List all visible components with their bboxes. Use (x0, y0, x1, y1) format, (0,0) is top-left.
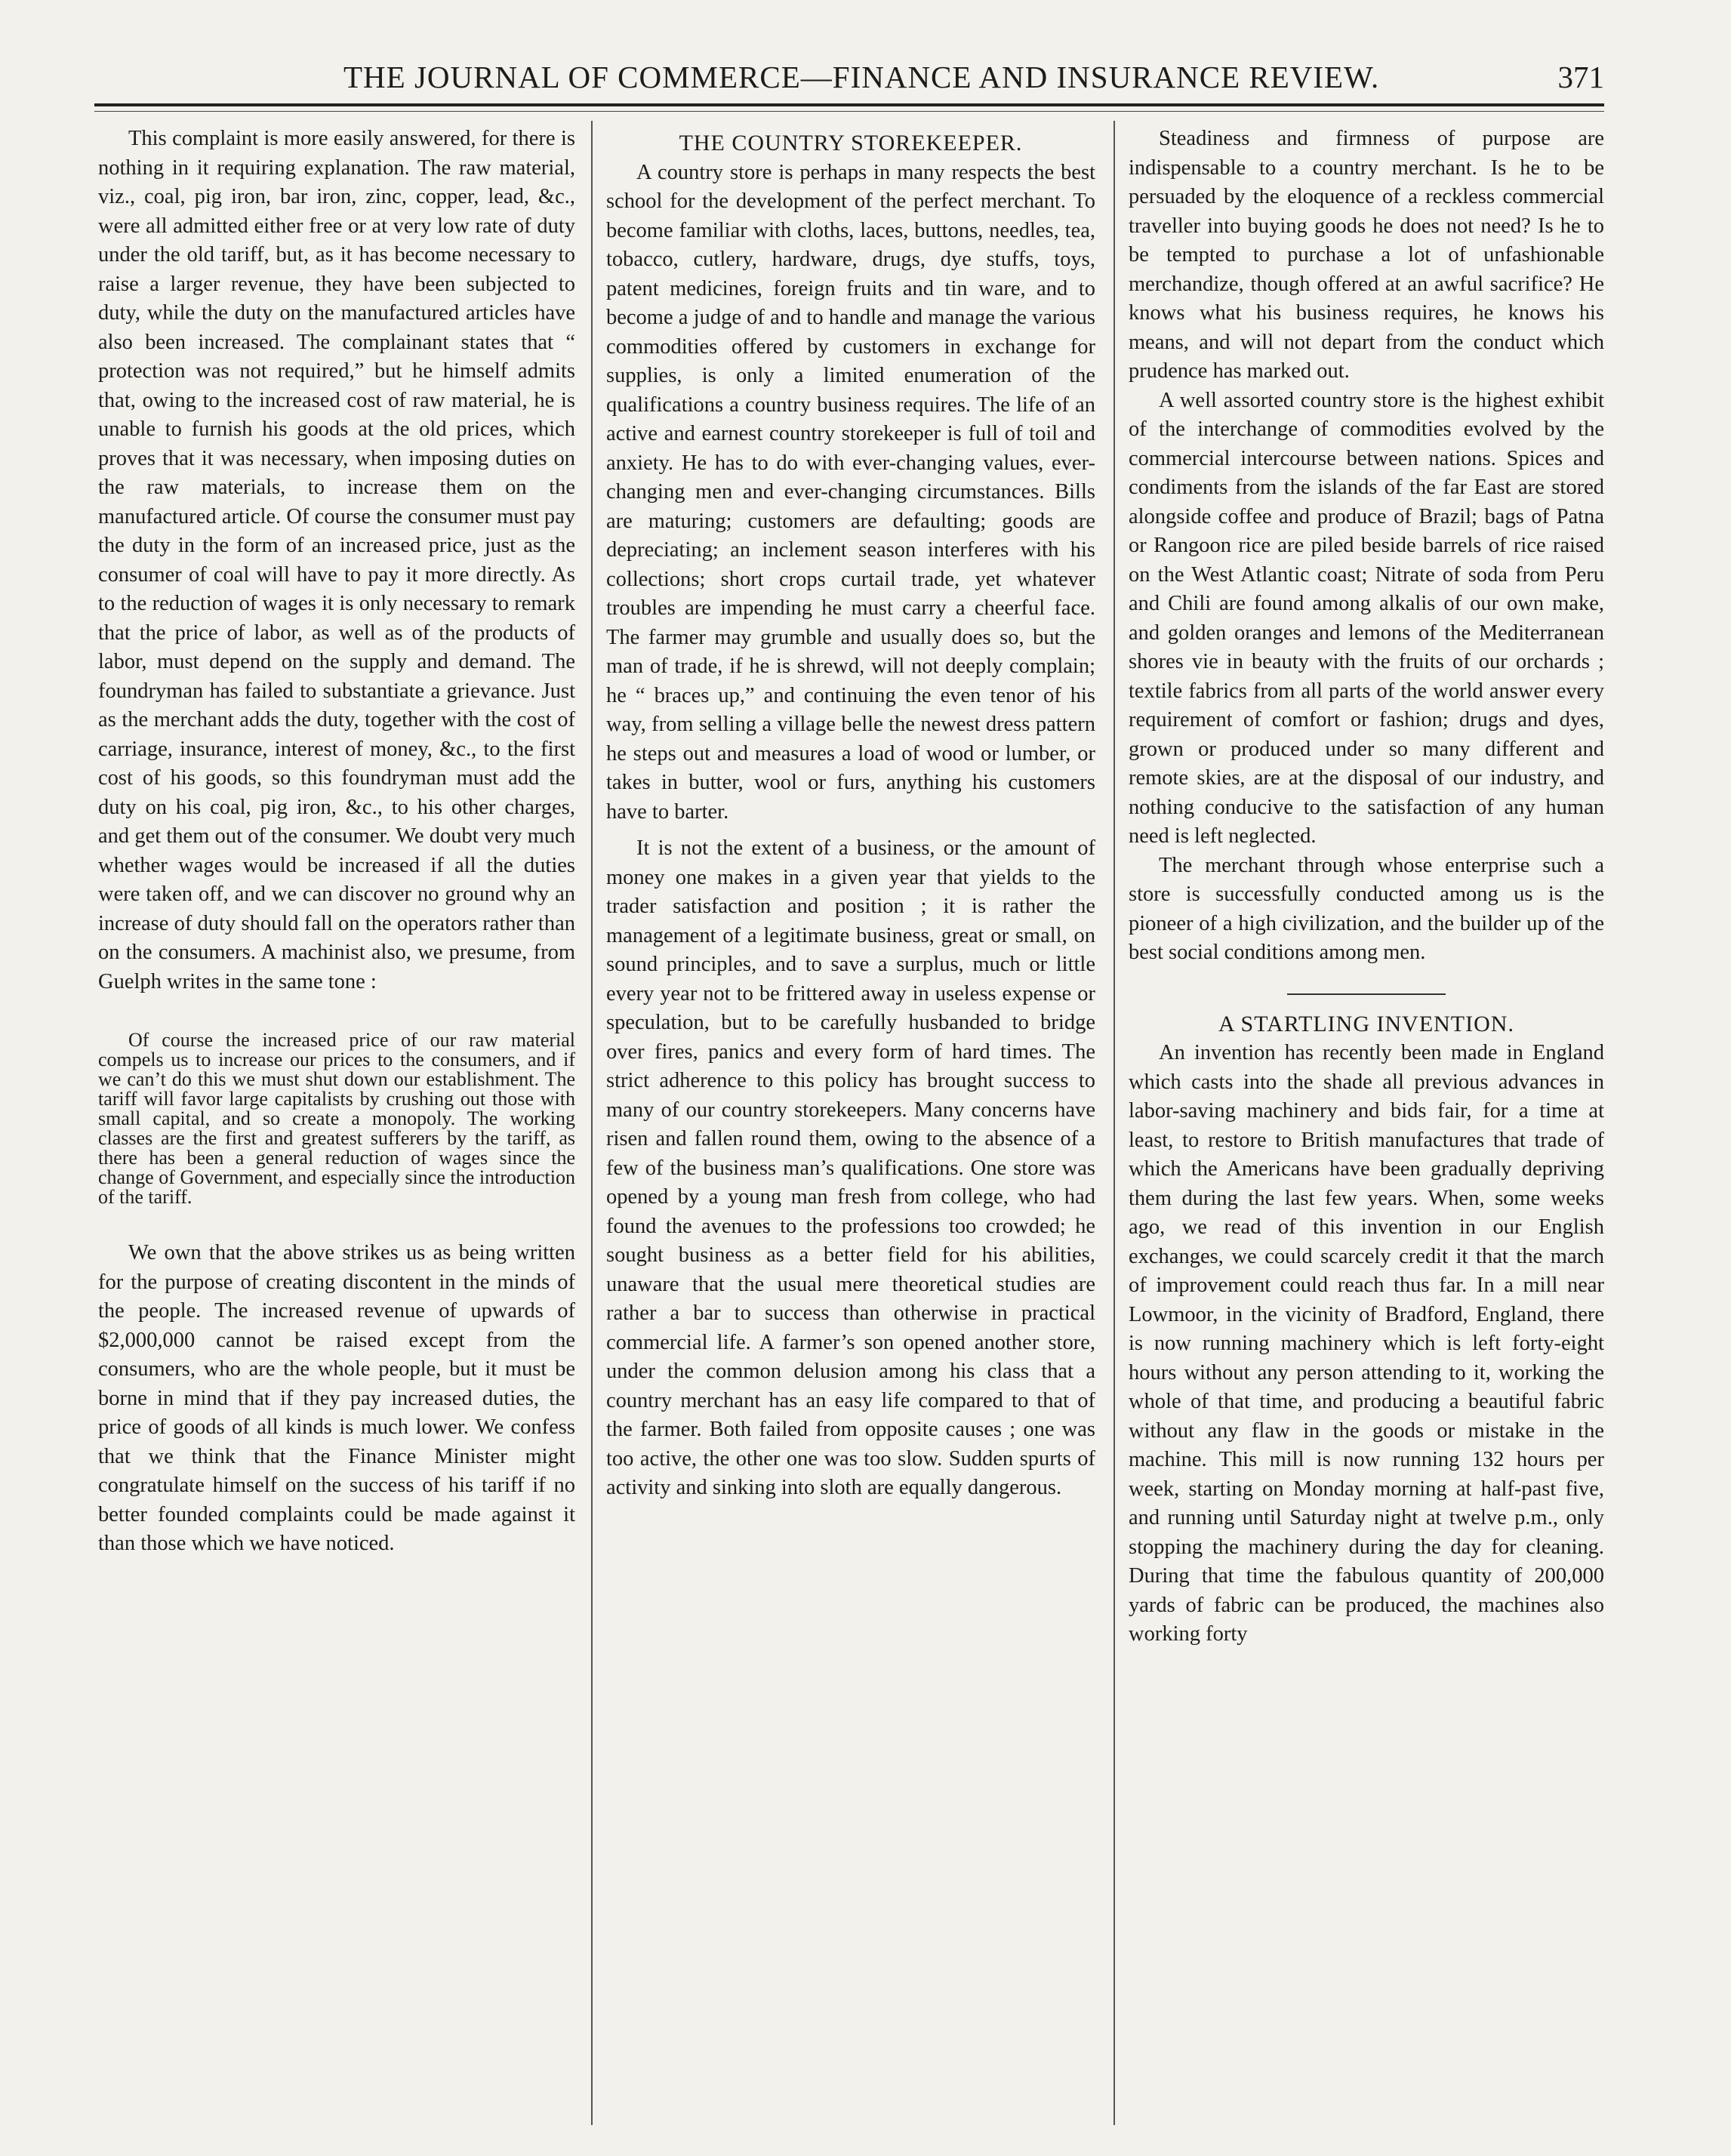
article-paragraph: An invention has recently been made in England which casts into the shade all previous advances in labor-saving machinery and bids fair, for a time at least, to restore to British manufactures that trade of which the Americans have been gradually depriving them during the last few years. When, some weeks ago, we read of this invention in our English exchanges, we could scarcely credit it that the march of improvement could reach thus far. In a mill near Lowmoor, in the vicinity of Bradford, England, there is now running machinery which is left forty-eight hours without any person attending to it, working the whole of that time, and producing a beautiful fabric without any flaw in the goods or mistake in the machine. This mill is now running 132 hours per week, starting on Monday morning at half-past five, and running until Saturday night at twelve p.m., only stopping the machinery during the day for cleaning. During that time the fabulous quantity of 200,000 yards of fabric can be produced, the machines also working forty (1129, 1041, 1604, 1646)
column-1 (98, 125, 575, 1559)
article-paragraph: A well assorted country store is the highest exhibit of the interchange of commodities evolved by the commercial intercourse between nations. Spices and condiments from the islands of the far East are stored alongside coffee and produce of Brazil; bags of Patna or Rangoon rice are piled beside barrels of rice raised on the West Atlantic coast; Nitrate of soda from Peru and Chili are found among alkalis of our own make, and golden oranges and lemons of the Mediterranean shores vie in beauty with the fruits of our orchards ; textile fabrics from all parts of the world answer every requirement of comfort or fashion; drugs and dyes, grown or produced under so many different and remote skies, are at the disposal of our industry, and nothing conducive to the satisfaction of any human need is left neglected. (1129, 388, 1604, 848)
journal-title: THE JOURNAL OF COMMERCE—FINANCE AND INSURANCE REVIEW. (343, 60, 1380, 94)
article-heading: THE COUNTRY STOREKEEPER. (679, 131, 1023, 156)
running-head (94, 59, 1604, 104)
page-number: 371 (1557, 60, 1604, 94)
article-heading: A STARTLING INVENTION. (1218, 1011, 1514, 1036)
column-divider-left (591, 121, 593, 2125)
article-paragraph: Steadiness and firmness of purpose are indispensable to a country merchant. Is he to be persuaded by the eloquence of a reckless commercial traveller into buying goods he does not need? Is he to be tempted to purchase a lot of unfashionable merchandize, though offered at an awful sacrifice? He knows what his business requires, he knows his means, and will not depart from the conduct which prudence has marked out. (1129, 127, 1604, 383)
article-paragraph: It is not the extent of a business, or the amount of money one makes in a given year that yields to the trader satisfaction and position ; it is rather the management of a legitimate business, great or small, on sound principles, and to save a surplus, much or little every year not to be frittered away in useless expense or speculation, but to be carefully husbanded to bridge over fires, panics and every form of hard times. The strict adherence to this policy has brought success to many of our country storekeepers. Many concerns have risen and fallen round them, owing to the absence of a few of the business man’s qualifications. One store was opened by a young man fresh from college, who had found the avenues to the professions too crowded; he sought business as a better field for his abilities, unaware that the usual mere theoretical studies are rather a bar to success than otherwise in practical commercial life. A farmer’s son opened another store, under the common delusion among his class that a country merchant has an easy life compared to that of the farmer. Both failed from opposite causes ; one was too active, the other one was too slow. Sudden spurts of activity and sinking into sloth are equally dangerous. (606, 836, 1095, 1499)
column-3 (1129, 125, 1604, 1649)
article-paragraph: We own that the above strikes us as being written for the purpose of creating discontent in the minds of the people. The increased revenue of upwards of $2,000,000 cannot be raised except from the consumers, who are the whole people, but it must be borne in mind that if they pay increased duties, the price of goods of all kinds is much lower. We confess that we think that the Finance Minister might congratulate himself on the success of his tariff if no better founded complaints could be made against it than those which we have noticed. (98, 1241, 575, 1555)
header-rule-thin (94, 111, 1604, 112)
article-paragraph: This complaint is more easily answered, for there is nothing in it requiring explanation. The raw material, viz., coal, pig iron, bar iron, zinc, copper, lead, &c., were all admitted either free or at very low rate of duty under the old tariff, but, as it has become necessary to raise a larger revenue, they have been subjected to duty, while the duty on the manufactured articles have also been increased. The complainant states that “ protection was not required,” but he himself admits that, owing to the increased cost of raw material, he is unable to furnish his goods at the old prices, which proves that it was necessary, when imposing duties on the raw materials, to increase them on the manufactured article. Of course the consumer must pay the duty in the form of an increased price, just as the consumer of coal will have to pay it more directly. As to the reduction of wages it is only necessary to remark that the price of labor, as well as of the products of labor, must depend on the supply and demand. The foundryman has failed to substantiate a grievance. Just as the merchant adds the duty, together with the cost of carriage, insurance, interest of money, &c., to the first cost of his goods, so this foundryman must add the duty on his coal, pig iron, &c., to his other charges, and get them out of the consumer. We doubt very much whether wages would be increased if all the duties were taken off, and we can discover no ground why an increase of duty should fall on the operators rather than on the consumers. A machinist also, we presume, from Guelph writes in the same tone : (98, 127, 575, 993)
article-paragraph: The merchant through whose enterprise such a store is successfully conducted among us is the pioneer of a high civilization, and the builder up of the best social conditions among men. (1129, 853, 1604, 964)
header-rule-thick (94, 103, 1604, 106)
section-rule (1287, 993, 1446, 995)
column-divider-right (1113, 121, 1115, 2125)
reader-quote: Of course the increased price of our raw material compels us to increase our prices to the consumers, and if we can’t do this we must shut down our establishment. The tariff will favor large capitalists by crushing out those with small capital, and so create a monopoly. The working classes are the first and greatest sufferers by the tariff, as there has been a general reduction of wages since the change of Government, and especially since the introduction of the tariff. (98, 1029, 575, 1208)
article-paragraph: A country store is perhaps in many respects the best school for the development of the perfect merchant. To become familiar with cloths, laces, buttons, needles, tea, tobacco, cutlery, hardware, drugs, dye stuffs, toys, patent medicines, foreign fruits and tin ware, and to become a judge of and to handle and manage the various commodities offered by customers in exchange for supplies, is only a limited enumeration of the qualifications a country business requires. The life of an active and earnest country storekeeper is full of toil and anxiety. He has to do with ever-changing values, ever-changing men and ever-changing circumstances. Bills are maturing; customers are defaulting; goods are depreciating; an inclement season interferes with his collections; short crops curtail trade, yet whatever troubles are impending he must carry a cheerful face. The farmer may grumble and usually does so, but the man of trade, if he is shrewd, will not deeply complain; he “ braces up,” and continuing the even tenor of his way, from selling a village belle the newest dress pattern he steps out and measures a load of wood or lumber, or takes in butter, wool or furs, anything his customers have to barter. (606, 160, 1095, 824)
column-2 (606, 125, 1095, 1503)
